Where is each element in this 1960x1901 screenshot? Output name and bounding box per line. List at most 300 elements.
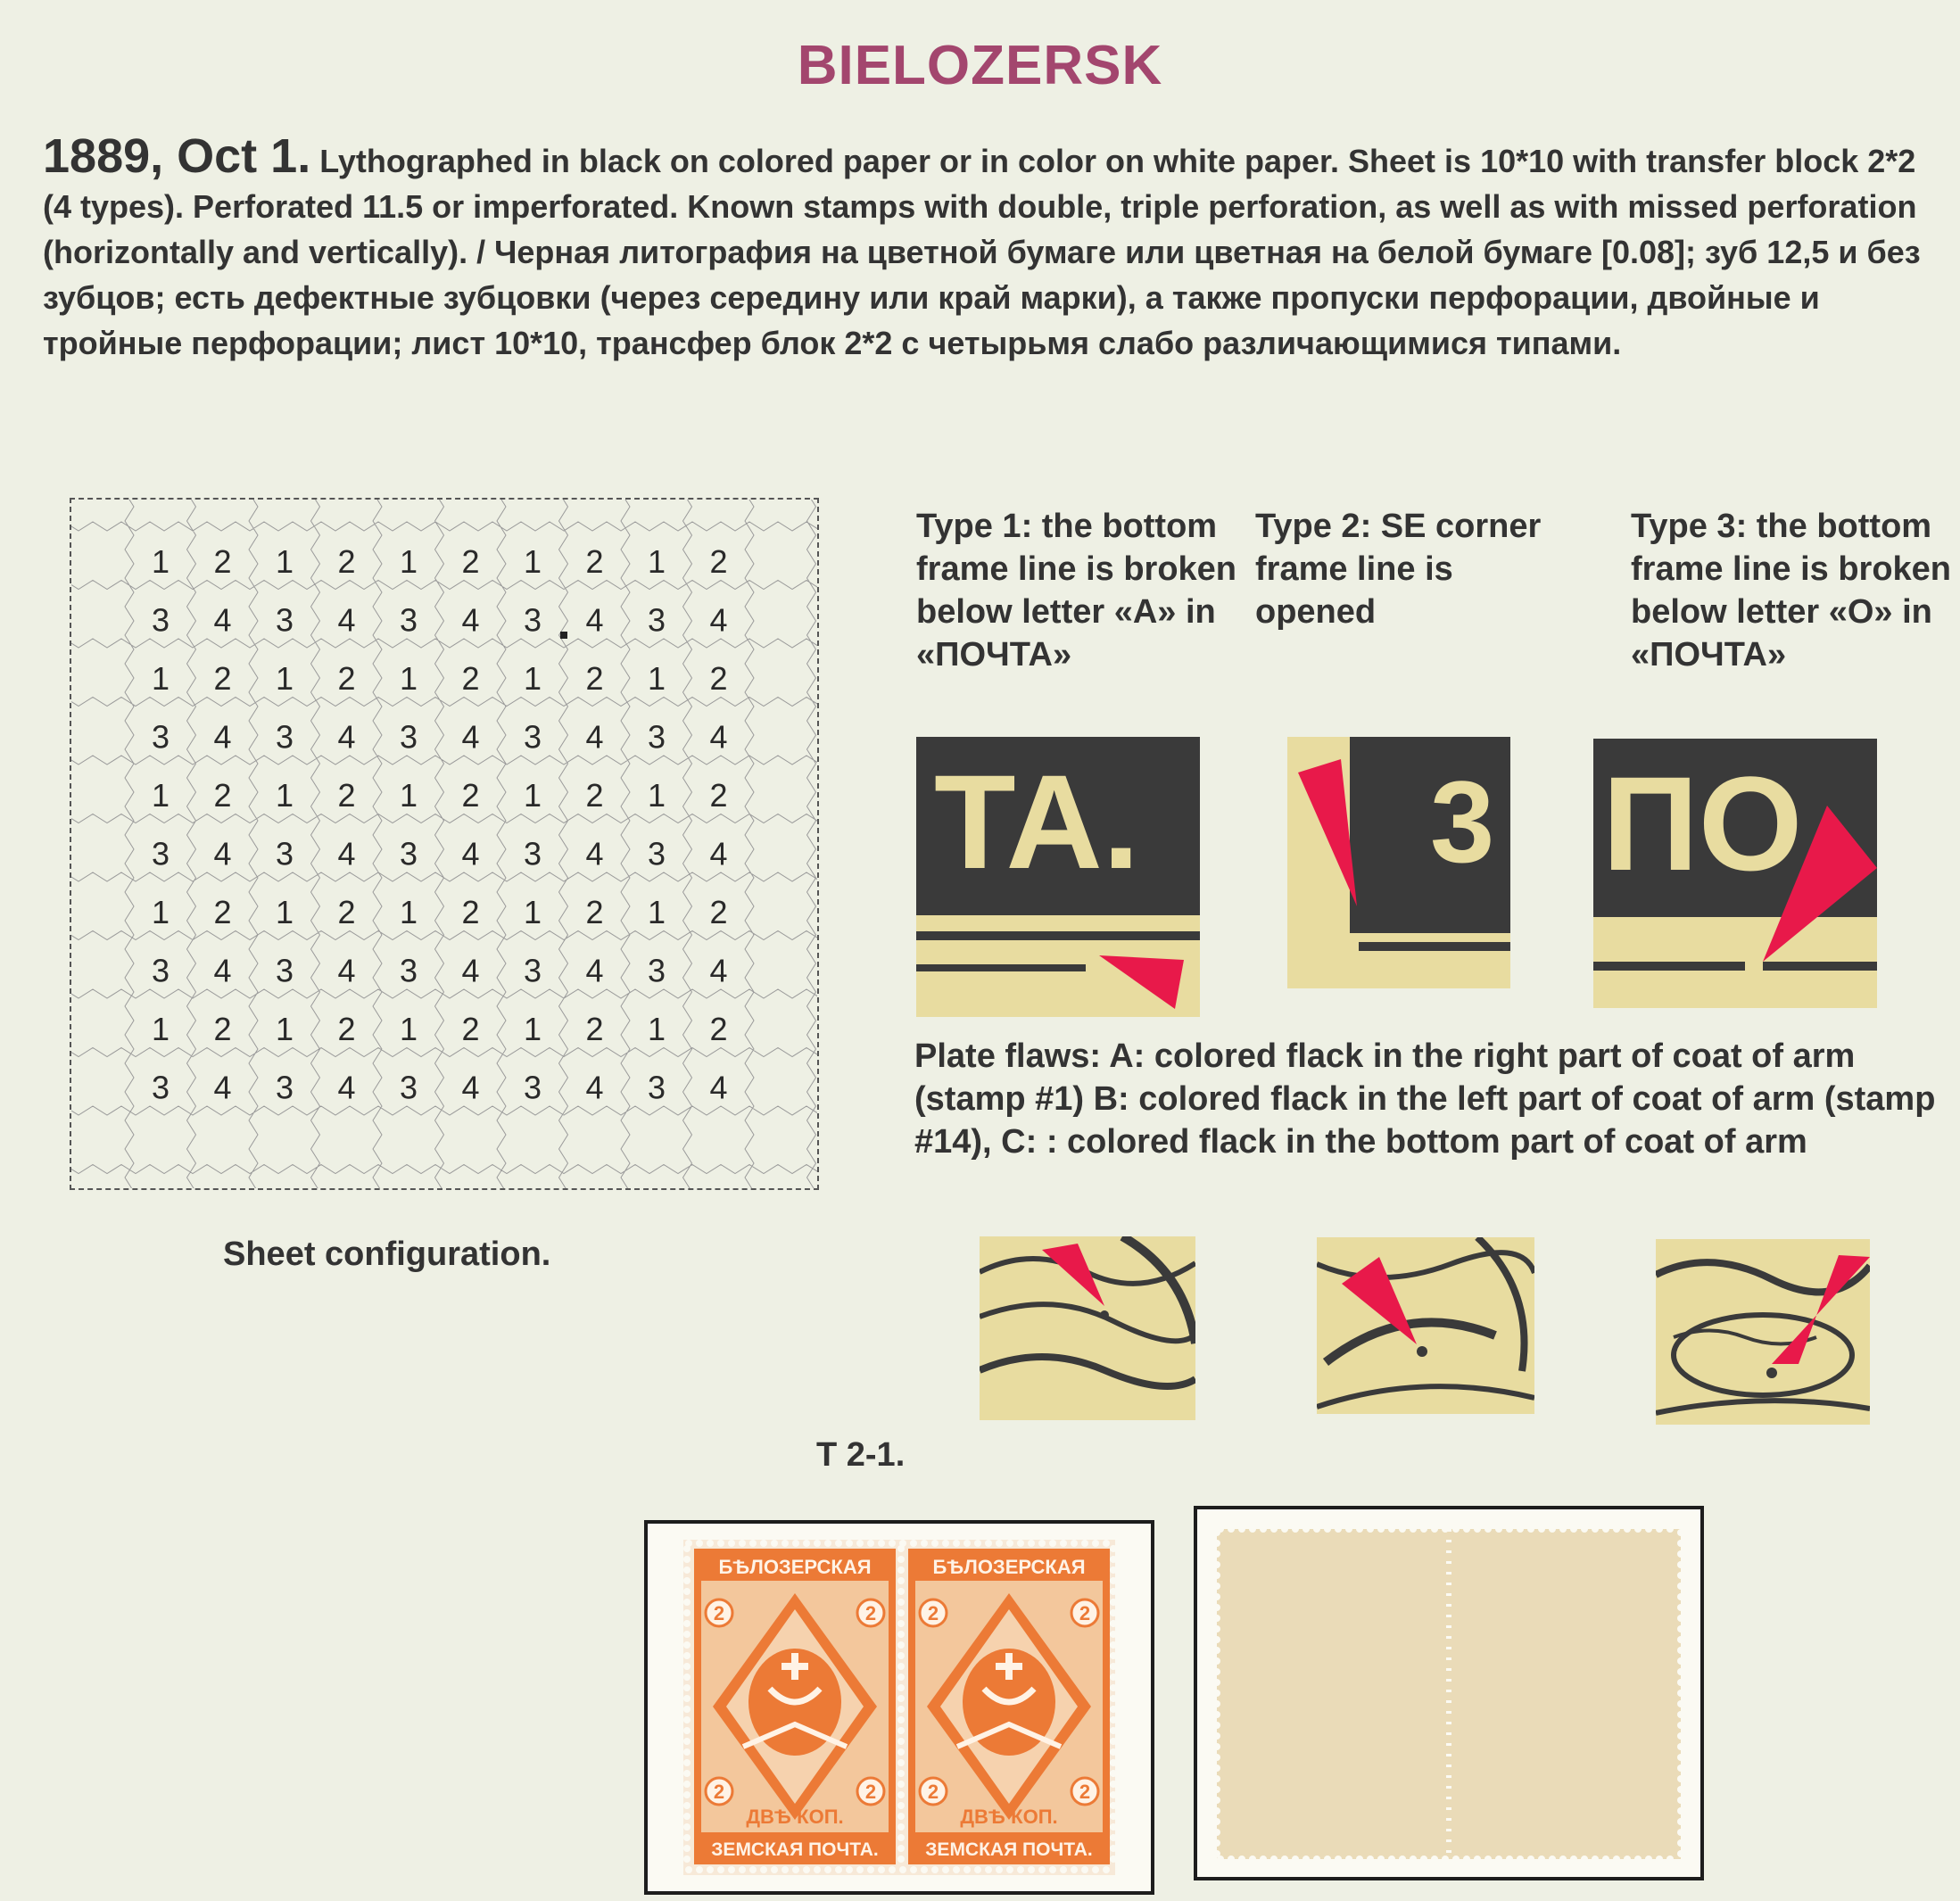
perforation-hole xyxy=(1602,1856,1609,1863)
perforation-hole xyxy=(683,1748,691,1756)
perforation-hole xyxy=(1538,1856,1545,1863)
perforation-hole xyxy=(897,1781,905,1788)
sheet-position-number: 3 xyxy=(523,718,542,756)
perforation-hole xyxy=(897,1748,905,1756)
perforation-hole xyxy=(1260,1525,1267,1533)
perforation-hole xyxy=(739,1540,746,1547)
sheet-position-number: 3 xyxy=(523,601,542,639)
perforation-hole xyxy=(683,1641,691,1649)
perforation-hole xyxy=(683,1674,691,1681)
perforation-hole xyxy=(1110,1599,1117,1606)
perforation-hole xyxy=(1517,1856,1524,1863)
perforation-hole xyxy=(814,1540,821,1547)
sheet-position-number: 2 xyxy=(709,543,728,580)
type-2-label: Type 2: SE corner frame line is opened xyxy=(1255,508,1542,631)
perforation-hole xyxy=(717,1866,724,1873)
sheet-position-number: 2 xyxy=(461,777,480,814)
perforation-hole xyxy=(1303,1525,1310,1533)
perforation-hole xyxy=(1110,1695,1117,1702)
perforation-hole xyxy=(963,1540,971,1547)
perforation-hole xyxy=(931,1540,939,1547)
perforation-hole xyxy=(897,1577,905,1584)
flaw-a-zoom-image xyxy=(980,1236,1195,1420)
perforation-hole xyxy=(1049,1540,1056,1547)
perforation-hole xyxy=(1581,1525,1588,1533)
sheet-position-number: 3 xyxy=(647,1069,666,1106)
sheet-position-number: 3 xyxy=(399,718,418,756)
perforation-hole xyxy=(897,1631,905,1638)
sheet-position-number: 1 xyxy=(523,1011,542,1047)
perforation-hole xyxy=(1474,1856,1481,1863)
perforation-hole xyxy=(1213,1529,1220,1536)
sheet-position-number: 1 xyxy=(647,777,666,814)
perforation-hole xyxy=(878,1540,885,1547)
sheet-position-number: 3 xyxy=(151,835,170,872)
perforation-hole xyxy=(1570,1856,1577,1863)
perforation-hole xyxy=(1092,1540,1099,1547)
perforation-hole xyxy=(1677,1765,1684,1772)
perforation-hole xyxy=(1677,1657,1684,1665)
perforation-hole xyxy=(683,1706,691,1713)
perforation-hole xyxy=(985,1540,992,1547)
perforation-hole xyxy=(1213,1561,1220,1568)
perforation-hole xyxy=(1634,1856,1642,1863)
perforation-hole xyxy=(1677,1679,1684,1686)
sheet-position-number: 3 xyxy=(151,1069,170,1106)
sheet-position-number: 1 xyxy=(647,543,666,580)
stamp-value-text: ДВѢ КОП. xyxy=(746,1806,844,1828)
perforation-hole xyxy=(683,1609,691,1616)
perforation-hole xyxy=(749,1866,757,1873)
sheet-position-number: 2 xyxy=(585,543,604,580)
perforation-hole xyxy=(889,1540,896,1547)
perforation-hole xyxy=(1559,1856,1567,1863)
perforation-hole xyxy=(1645,1856,1652,1863)
perforation-hole xyxy=(1110,1748,1117,1756)
perforation-hole xyxy=(1213,1754,1220,1761)
perforation-hole xyxy=(683,1738,691,1745)
flaw-position-marker xyxy=(560,632,567,639)
perforation-hole xyxy=(1592,1856,1599,1863)
perforation-hole xyxy=(683,1770,691,1777)
perforation-hole xyxy=(1213,1765,1220,1772)
perforation-hole xyxy=(1038,1866,1046,1873)
perforation-hole xyxy=(1110,1781,1117,1788)
perforation-hole xyxy=(1677,1775,1684,1782)
perforation-hole xyxy=(1110,1823,1117,1831)
sheet-position-number: 2 xyxy=(213,543,232,580)
perforation-hole xyxy=(1213,1722,1220,1729)
perforation-hole xyxy=(707,1866,714,1873)
perforation-hole xyxy=(1677,1754,1684,1761)
perforation-hole xyxy=(1081,1866,1088,1873)
perforation-hole xyxy=(728,1866,735,1873)
perforation-hole xyxy=(897,1556,905,1563)
perforation-hole xyxy=(1506,1525,1513,1533)
perforation-hole xyxy=(1656,1856,1663,1863)
perforation-hole xyxy=(683,1556,691,1563)
perforation-hole xyxy=(1110,1545,1117,1552)
perforation-hole xyxy=(1110,1674,1117,1681)
flaw-b-zoom-image xyxy=(1317,1237,1534,1414)
perforation-hole xyxy=(1677,1668,1684,1675)
sheet-position-number: 1 xyxy=(523,660,542,697)
perforation-hole xyxy=(1110,1813,1117,1820)
perforation-lines xyxy=(71,500,817,1188)
perforation-hole xyxy=(1324,1856,1331,1863)
sheet-position-number: 3 xyxy=(647,835,666,872)
perforation-hole xyxy=(897,1674,905,1681)
perforation-hole xyxy=(1110,1577,1117,1584)
perforation-hole xyxy=(835,1540,842,1547)
perforation-hole xyxy=(897,1759,905,1766)
perforation-hole xyxy=(1038,1540,1046,1547)
perforation-hole xyxy=(1452,1856,1460,1863)
perforation-hole xyxy=(1238,1525,1245,1533)
sheet-position-number: 3 xyxy=(523,952,542,989)
perforation-hole xyxy=(696,1866,703,1873)
perforation-hole xyxy=(867,1866,874,1873)
sheet-grid xyxy=(71,500,817,1188)
sheet-position-number: 3 xyxy=(275,835,294,872)
perforation-hole xyxy=(1677,1711,1684,1718)
perforation-hole xyxy=(1110,1727,1117,1734)
issue-date: 1889, Oct 1. xyxy=(43,129,311,183)
sheet-position-number: 3 xyxy=(647,718,666,756)
perforation-hole xyxy=(1006,1540,1013,1547)
perforation-hole xyxy=(1677,1636,1684,1643)
perforation-hole xyxy=(1345,1525,1352,1533)
perforation-hole xyxy=(1677,1743,1684,1750)
perforation-hole xyxy=(1495,1856,1502,1863)
sheet-position-number: 1 xyxy=(399,660,418,697)
perforation-hole xyxy=(1677,1700,1684,1707)
perforation-hole xyxy=(942,1866,949,1873)
perforation-hole xyxy=(683,1823,691,1831)
perforation-hole xyxy=(1103,1866,1110,1873)
type-3-zoom-text: ПО xyxy=(1602,748,1803,898)
perforation-hole xyxy=(897,1845,905,1852)
sheet-position-number: 4 xyxy=(337,952,356,989)
perforation-hole xyxy=(1213,1583,1220,1590)
type-1-zoom-image xyxy=(916,737,1200,1017)
perforation-hole xyxy=(1213,1540,1220,1547)
stamp-numeral: 2 xyxy=(713,1781,725,1803)
sheet-position-number: 2 xyxy=(585,777,604,814)
perforation-hole xyxy=(897,1716,905,1723)
perforation-hole xyxy=(1060,1866,1067,1873)
stamp-pair-back xyxy=(1197,1509,1700,1877)
perforation-hole xyxy=(1484,1856,1492,1863)
perforation-hole xyxy=(683,1802,691,1809)
perforation-hole xyxy=(771,1540,778,1547)
perforation-hole xyxy=(1645,1525,1652,1533)
pair-label: T 2-1. xyxy=(816,1436,906,1474)
perforation-hole xyxy=(1110,1791,1117,1798)
perforation-hole xyxy=(1677,1583,1684,1590)
perforation-hole xyxy=(1517,1525,1524,1533)
sheet-position-number: 4 xyxy=(461,1069,480,1106)
perforation-hole xyxy=(1666,1525,1674,1533)
perforation-hole xyxy=(1570,1525,1577,1533)
stamp-numeral: 2 xyxy=(864,1781,877,1803)
perforation-hole xyxy=(685,1866,692,1873)
perforation-hole xyxy=(1060,1540,1067,1547)
perforation-hole xyxy=(683,1577,691,1584)
perforation-hole xyxy=(1624,1525,1631,1533)
perforation-hole xyxy=(1463,1525,1470,1533)
red-marker-icon xyxy=(916,737,1200,1017)
perforation-hole xyxy=(683,1566,691,1574)
perforation-hole xyxy=(1677,1625,1684,1632)
perforation-hole xyxy=(1431,1856,1438,1863)
perforation-hole xyxy=(1410,1856,1417,1863)
perforation-hole xyxy=(1356,1525,1363,1533)
type-2-zoom-image xyxy=(1287,737,1510,988)
perforation-hole xyxy=(1463,1856,1470,1863)
sheet-position-number: 4 xyxy=(585,835,604,872)
perforation-hole xyxy=(846,1540,853,1547)
stamp-top-inscription: БѢЛОЗЕРСКАЯ xyxy=(718,1556,872,1578)
type-1-zoom-text: TA. xyxy=(934,747,1140,897)
perforation-hole xyxy=(1081,1540,1088,1547)
sheet-position-number: 2 xyxy=(337,1011,356,1047)
perforation-hole xyxy=(1249,1525,1256,1533)
perforation-hole xyxy=(1281,1856,1288,1863)
perforation-hole xyxy=(846,1866,853,1873)
perforation-hole xyxy=(1677,1818,1684,1825)
sheet-position-number: 2 xyxy=(213,777,232,814)
perforation-hole xyxy=(931,1866,939,1873)
sheet-position-number: 4 xyxy=(709,1069,728,1106)
perforation-hole xyxy=(1388,1856,1395,1863)
perforation-hole xyxy=(1527,1525,1534,1533)
perforation-hole xyxy=(1377,1856,1385,1863)
perforation-hole xyxy=(1213,1743,1220,1750)
sheet-position-number: 1 xyxy=(647,894,666,930)
perforation-hole xyxy=(1028,1540,1035,1547)
page-title: BIELOZERSK xyxy=(797,35,1163,96)
sheet-position-number: 2 xyxy=(213,894,232,930)
stamp-pair-front xyxy=(648,1524,1151,1891)
perforation-hole xyxy=(897,1813,905,1820)
perforation-hole xyxy=(1613,1856,1620,1863)
perforation-hole xyxy=(1213,1839,1220,1847)
perforation-hole xyxy=(897,1834,905,1841)
perforation-hole xyxy=(1410,1525,1417,1533)
perforation-hole xyxy=(683,1716,691,1723)
sheet-position-number: 4 xyxy=(709,952,728,989)
perforation-hole xyxy=(897,1770,905,1777)
sheet-position-number: 1 xyxy=(647,1011,666,1047)
sheet-position-number: 1 xyxy=(151,777,170,814)
sheet-position-number: 1 xyxy=(399,1011,418,1047)
perforation-hole xyxy=(683,1684,691,1691)
sheet-position-number: 1 xyxy=(151,894,170,930)
perforation-hole xyxy=(1345,1856,1352,1863)
stamp-numeral: 2 xyxy=(1079,1781,1091,1803)
perforation-hole xyxy=(1677,1593,1684,1600)
perforation-hole xyxy=(1677,1550,1684,1558)
perforation-hole xyxy=(1677,1529,1684,1536)
perforation-hole xyxy=(1110,1770,1117,1777)
perforation-hole xyxy=(889,1866,896,1873)
sheet-position-number: 4 xyxy=(337,1069,356,1106)
flaw-c-zoom-image xyxy=(1656,1239,1870,1425)
perforation-hole xyxy=(683,1845,691,1852)
stamp-numeral: 2 xyxy=(927,1602,939,1624)
sheet-position-number: 2 xyxy=(585,894,604,930)
perforation-hole xyxy=(897,1695,905,1702)
perforation-hole xyxy=(1110,1641,1117,1649)
intro-paragraph xyxy=(43,129,1943,366)
sheet-position-number: 4 xyxy=(337,718,356,756)
perforation-hole xyxy=(1092,1866,1099,1873)
perforation-hole xyxy=(1049,1866,1056,1873)
perforation-hole xyxy=(897,1545,905,1552)
perforation-hole xyxy=(782,1540,789,1547)
perforation-hole xyxy=(1452,1525,1460,1533)
perforation-hole xyxy=(1613,1525,1620,1533)
perforation-hole xyxy=(1420,1525,1427,1533)
perforation-hole xyxy=(1335,1856,1342,1863)
perforation-hole xyxy=(792,1866,799,1873)
sheet-position-number: 2 xyxy=(461,894,480,930)
perforation-hole xyxy=(1324,1525,1331,1533)
sheet-position-number: 4 xyxy=(213,718,232,756)
perforation-hole xyxy=(683,1599,691,1606)
perforation-hole xyxy=(1110,1609,1117,1616)
perforation-hole xyxy=(1071,1540,1078,1547)
perforation-hole xyxy=(1110,1802,1117,1809)
sheet-position-number: 3 xyxy=(399,835,418,872)
perforation-hole xyxy=(683,1759,691,1766)
sheet-position-number: 2 xyxy=(213,660,232,697)
perforation-hole xyxy=(1249,1856,1256,1863)
sheet-position-number: 2 xyxy=(709,777,728,814)
perforation-hole xyxy=(1213,1604,1220,1611)
sheet-position-number: 3 xyxy=(151,718,170,756)
sheet-position-number: 1 xyxy=(399,894,418,930)
type-1-label: Type 1: the bottom frame line is broken below letter «А» in «ПОЧТА» xyxy=(916,508,1237,674)
sheet-position-number: 4 xyxy=(213,601,232,639)
perforation-hole xyxy=(1213,1711,1220,1718)
perforation-hole xyxy=(953,1866,960,1873)
perforation-hole xyxy=(728,1540,735,1547)
perforation-hole xyxy=(1677,1540,1684,1547)
sheet-position-number: 3 xyxy=(399,952,418,989)
perforation-hole xyxy=(1581,1856,1588,1863)
perforation-hole xyxy=(1017,1540,1024,1547)
perforation-hole xyxy=(749,1540,757,1547)
perforation-hole xyxy=(696,1540,703,1547)
sheet-position-number: 1 xyxy=(647,660,666,697)
sheet-caption: Sheet configuration. xyxy=(223,1236,551,1273)
perforation-hole xyxy=(1110,1556,1117,1563)
perforation-hole xyxy=(824,1866,831,1873)
perforation-hole xyxy=(856,1540,864,1547)
perforation-hole xyxy=(1213,1797,1220,1804)
perforation-hole xyxy=(792,1540,799,1547)
perforation-hole xyxy=(683,1545,691,1552)
stamp-numeral: 2 xyxy=(713,1602,725,1624)
perforation-hole xyxy=(1677,1807,1684,1814)
perforation-hole xyxy=(1213,1775,1220,1782)
perforation-hole xyxy=(1028,1866,1035,1873)
perforation-hole xyxy=(683,1620,691,1627)
sheet-position-number: 2 xyxy=(337,660,356,697)
perforation-hole xyxy=(1677,1561,1684,1568)
perforation-hole xyxy=(1677,1786,1684,1793)
perforation-hole xyxy=(1677,1732,1684,1740)
perforation-hole xyxy=(1677,1722,1684,1729)
sheet-position-number: 3 xyxy=(399,1069,418,1106)
perforation-hole xyxy=(897,1684,905,1691)
perforation-hole xyxy=(683,1813,691,1820)
stamp-pair-back-frame xyxy=(1194,1506,1704,1880)
perforation-hole xyxy=(683,1652,691,1659)
perforation-hole xyxy=(1213,1850,1220,1857)
stamp-pair-front-frame xyxy=(644,1520,1154,1895)
perforation-hole xyxy=(1213,1550,1220,1558)
sheet-position-number: 3 xyxy=(151,601,170,639)
stamp-bottom-inscription: ЗЕМСКАЯ ПОЧТА. xyxy=(925,1839,1093,1860)
perforation-hole xyxy=(683,1856,691,1863)
perforation-hole xyxy=(1006,1866,1013,1873)
perforation-hole xyxy=(1292,1856,1299,1863)
perforation-hole xyxy=(1602,1525,1609,1533)
stamp-top-inscription: БѢЛОЗЕРСКАЯ xyxy=(932,1556,1086,1578)
perforation-hole xyxy=(1017,1866,1024,1873)
perforation-hole xyxy=(1213,1829,1220,1836)
sheet-position-number: 2 xyxy=(585,660,604,697)
perforation-hole xyxy=(963,1866,971,1873)
sheet-position-number: 3 xyxy=(647,601,666,639)
sheet-position-number: 3 xyxy=(275,601,294,639)
sheet-position-number: 4 xyxy=(585,718,604,756)
sheet-position-number: 1 xyxy=(151,1011,170,1047)
perforation-hole xyxy=(717,1540,724,1547)
sheet-configuration-diagram xyxy=(70,498,819,1190)
perforation-hole xyxy=(683,1727,691,1734)
perforation-hole xyxy=(910,1866,917,1873)
perforation-hole xyxy=(897,1738,905,1745)
perforation-hole xyxy=(1677,1850,1684,1857)
perforation-hole xyxy=(1656,1525,1663,1533)
perforation-hole xyxy=(1506,1856,1513,1863)
sheet-position-number: 1 xyxy=(151,543,170,580)
perforation-hole xyxy=(683,1588,691,1595)
perforation-hole xyxy=(985,1866,992,1873)
perforation-hole xyxy=(1213,1657,1220,1665)
sheet-position-number: 3 xyxy=(151,952,170,989)
perforation-hole xyxy=(942,1540,949,1547)
perforation-hole xyxy=(996,1540,1003,1547)
perforation-hole xyxy=(1367,1525,1374,1533)
sheet-position-number: 2 xyxy=(709,660,728,697)
perforation-hole xyxy=(897,1791,905,1798)
perforation-hole xyxy=(835,1866,842,1873)
sheet-position-number: 1 xyxy=(523,543,542,580)
sheet-position-number: 4 xyxy=(585,952,604,989)
sheet-position-number: 3 xyxy=(647,952,666,989)
sheet-position-number: 4 xyxy=(585,601,604,639)
perforation-hole xyxy=(1110,1834,1117,1841)
perforation-hole xyxy=(897,1566,905,1574)
sheet-position-number: 3 xyxy=(275,1069,294,1106)
perforation-hole xyxy=(1420,1856,1427,1863)
perforation-hole xyxy=(897,1641,905,1649)
